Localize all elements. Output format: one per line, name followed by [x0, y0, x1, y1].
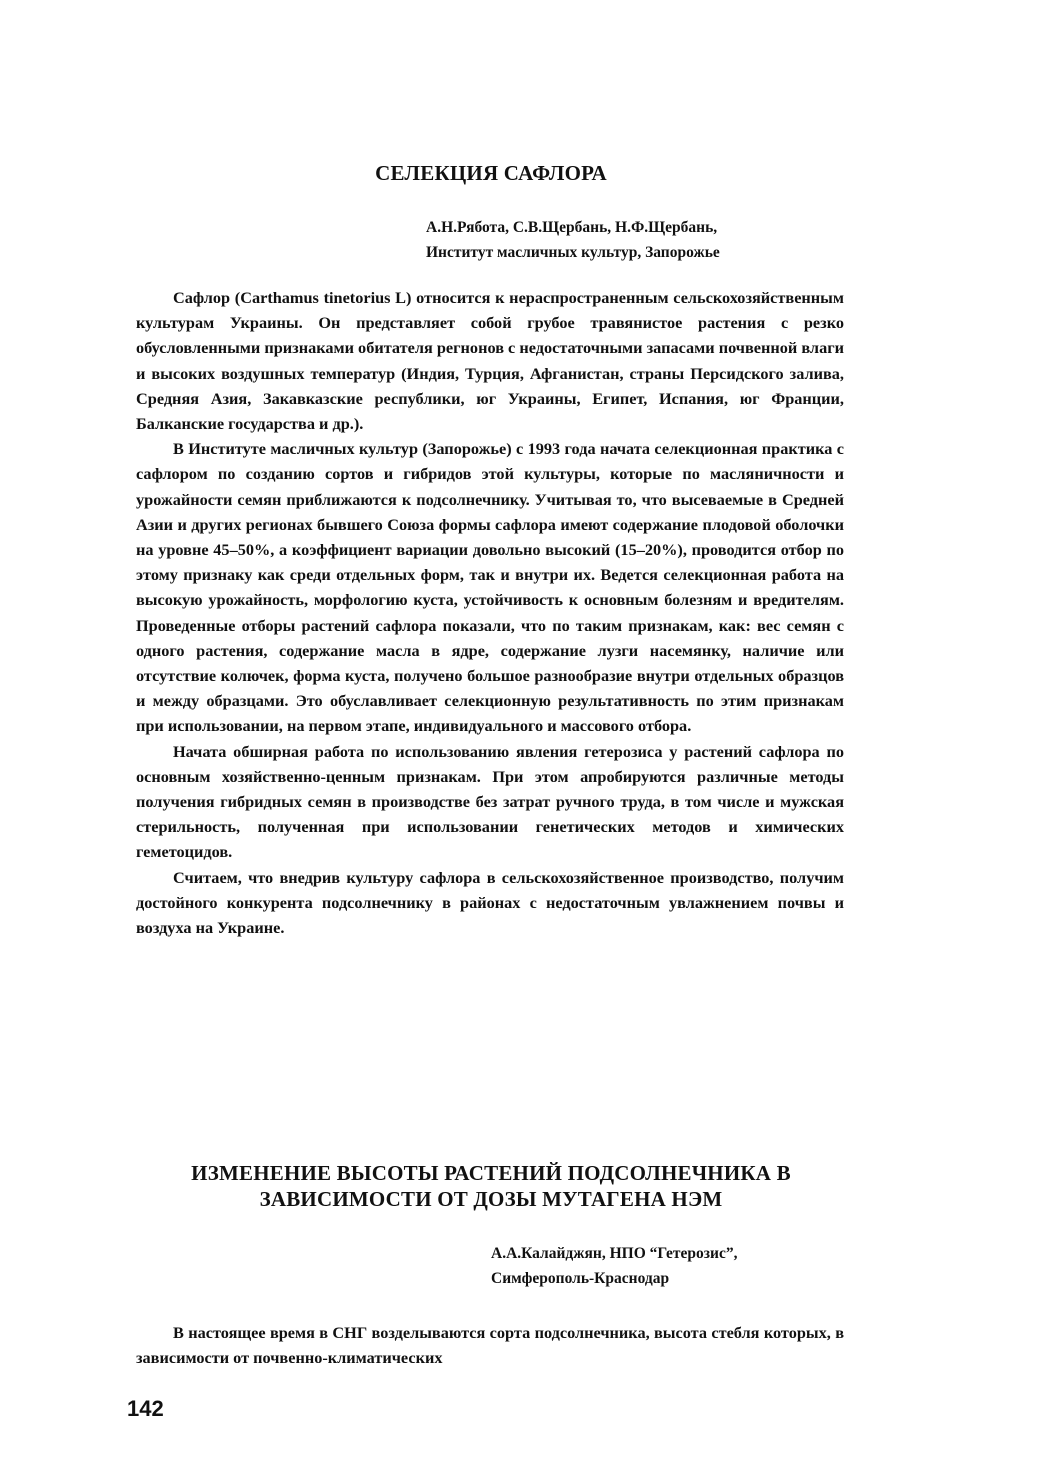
paragraph: В настоящее время в СНГ возделываются сорта подсолнечника, высота стебля которых, в зависимости от почвенно-климатических — [136, 1323, 844, 1368]
article-title-sunflower — [136, 1160, 846, 1212]
article-authors: А.Н.Рябота, С.В.Щербань, Н.Ф.Щербань, — [426, 219, 718, 236]
article-affiliation: Институт масличных культур, Запорожье — [426, 244, 720, 261]
article-body-safflower — [136, 285, 844, 940]
paragraph: Сафлор (Carthamus tinetorius L) относится к нераспространенным сельскохозяйственным культурам Украины. Он представляет собой грубое травянистое растения с резко обусловленными признаками обитателя регнонов с недостаточными запасами почвенной влаги и высоких воздушных температур (Индия, Турция, Афганистан, страны Персидского залива, Средняя Азия, Закавказские республики, юг Украины, Египет, Испания, юг Франции, Балканские государства и др.). — [136, 288, 844, 434]
page-number: 142 — [127, 1396, 164, 1421]
title-line: ЗАВИСИМОСТИ ОТ ДОЗЫ МУТАГЕНА НЭМ — [259, 1187, 723, 1211]
article-byline-safflower — [426, 215, 720, 265]
paragraph: Начата обширная работа по использованию явления гетерозиса у растений сафлора по основным хозяйственно-ценным признакам. При этом апробируются различные методы получения гибридных семян в производстве без затрат ручного труда, в том числе и мужская стерильность, полученная при использовании генетических методов и химических геметоцидов. — [136, 741, 844, 862]
article-affiliation: Симферополь-Краснодар — [491, 1270, 670, 1287]
title-line: ИЗМЕНЕНИЕ ВЫСОТЫ РАСТЕНИЙ ПОДСОЛНЕЧНИКА В — [191, 1161, 791, 1185]
paragraph: Считаем, что внедрив культуру сафлора в сельскохозяйственное производство, получим достойного конкурента подсолнечнику в районах с недостаточным увлажнением почвы и воздуха на Украине. — [136, 867, 844, 938]
article-byline-sunflower — [491, 1241, 737, 1291]
article-title-safflower: СЕЛЕКЦИЯ САФЛОРА — [375, 161, 607, 185]
article-body-sunflower — [136, 1320, 844, 1370]
paragraph: В Институте масличных культур (Запорожье) с 1993 года начата селекционная практика с сафлором по созданию сортов и гибридов этой культуры, которые по масляничности и урожайности семян приближаются к подсолнечнику. Учитывая то, что высеваемые в Средней Азии и других регионах бывшего Союза формы сафлора имеют содержание плодовой оболочки на уровне 45–50%, а коэффициент вариации довольно высокий (15–20%), проводится отбор по этому признаку как среди отдельных форм, так и внутри их. Ведется селекционная работа на высокую урожайность, морфологию куста, устойчивость к основным болезням и вредителям. Проведенные отборы растений сафлора показали, что по таким признакам, как: вес семян с одного растения, содержание масла в ядре, содержание лузги насемянку, наличие или отсутствие колючек, форма куста, получено большое разнообразие внутри отдельных образцов и между образцами. Это обуславливает селекционную результативность по этим признакам при использовании, на первом этапе, индивидуального и массового отбора. — [136, 439, 844, 736]
article-authors: А.А.Калайджян, НПО “Гетерозис”, — [491, 1245, 738, 1262]
